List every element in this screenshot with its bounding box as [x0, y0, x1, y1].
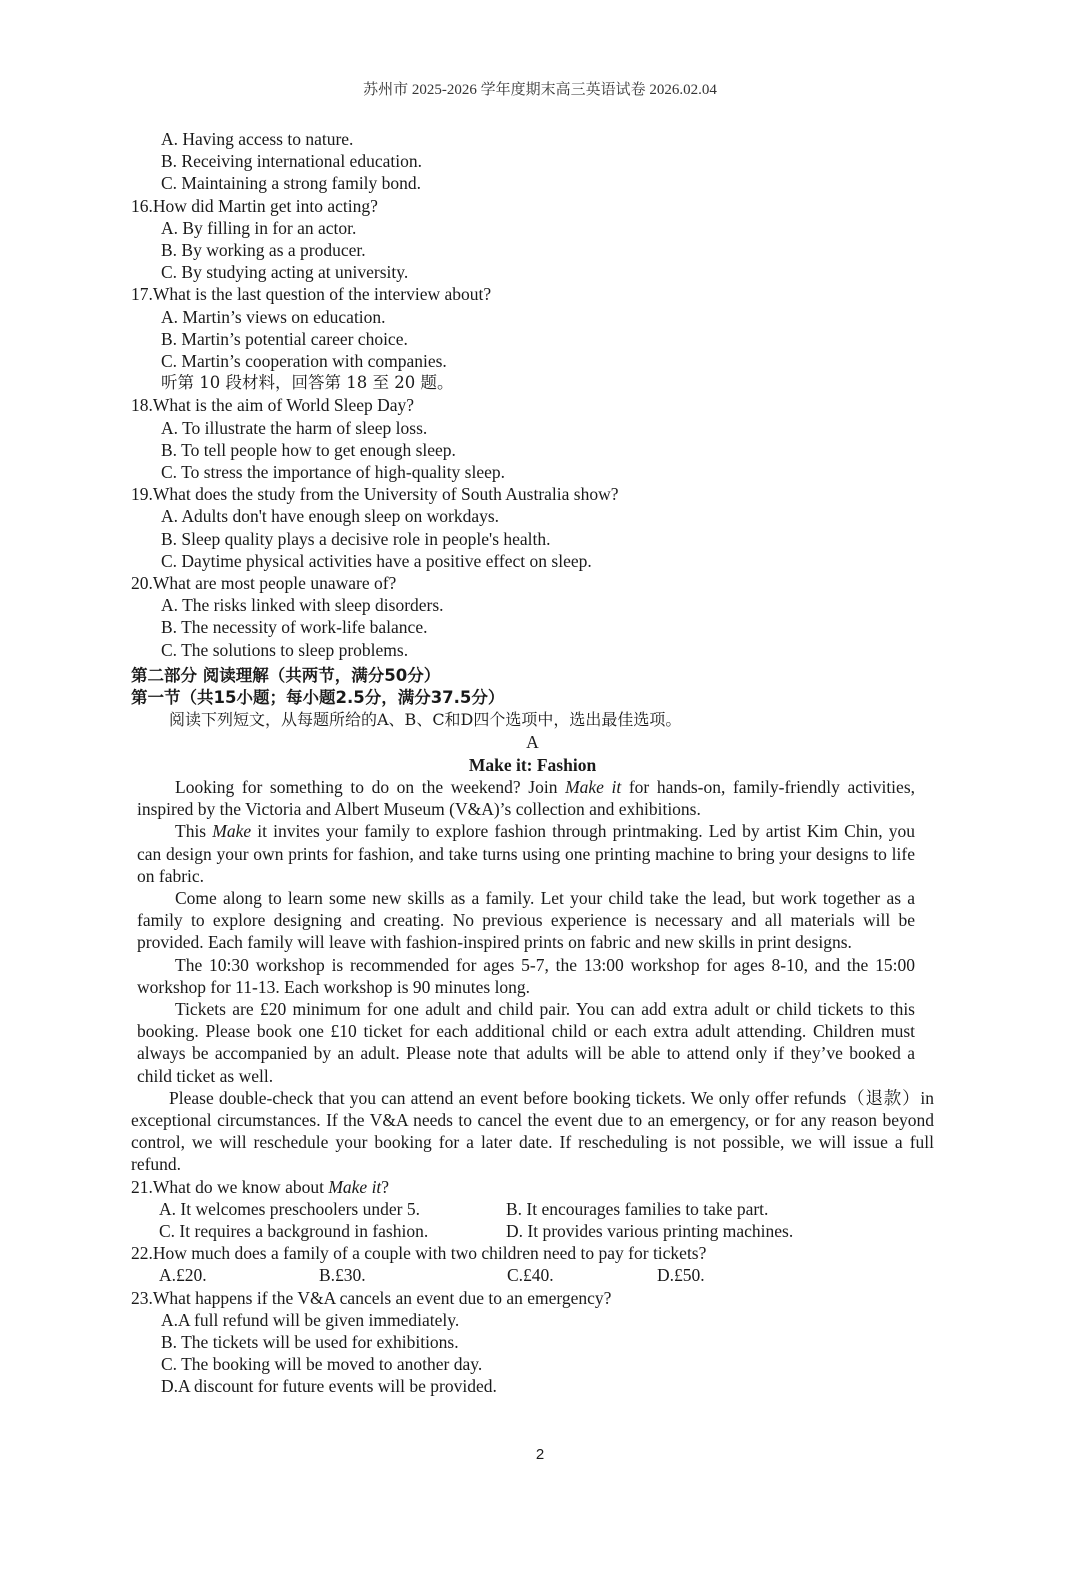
passage-paragraph-4: The 10:30 workshop is recommended for ages 5-7, the 13:00 workshop for ages 8-10, and the 15:00 workshop for 11-13. Each workshop is 90 minutes long.	[137, 954, 915, 997]
option: D.£50.	[657, 1265, 705, 1286]
option: A. Having access to nature.	[161, 129, 354, 149]
option: A. To illustrate the harm of sleep loss.	[161, 417, 428, 438]
option: A.A full refund will be given immediately.	[161, 1309, 460, 1330]
question-16	[131, 195, 934, 284]
option: A.£20.	[159, 1265, 207, 1286]
passage-paragraph-3: Come along to learn some new skills as a family. Let your child take the lead, but work together as a family to explore designing and creating. No previous experience is necessary and all materials will be provided. Each family will leave with fashion-inspired prints on fabric and new skills in print designs.	[137, 887, 915, 953]
listening-instruction: 听第 10 段材料，回答第 18 至 20 题。	[161, 373, 454, 393]
page-header: 苏州市 2025-2026 学年度期末高三英语试卷 2026.02.04	[363, 82, 717, 98]
q15-options	[131, 128, 934, 195]
option: C. It requires a background in fashion.	[159, 1220, 429, 1241]
passage-title: Make it: Fashion	[468, 754, 597, 775]
passage-paragraph-1: Looking for something to do on the weekend? Join Make it for hands-on, family-friendly activities, inspired by the Victoria and Albert Museum (V&A)’s collection and exhibitions.	[137, 776, 916, 820]
passage-label: A	[526, 732, 539, 753]
option: C.£40.	[507, 1265, 554, 1286]
option: B. It encourages families to take part.	[506, 1198, 769, 1219]
question-text: 18.What is the aim of World Sleep Day?	[131, 395, 415, 416]
option: D. It provides various printing machines.	[506, 1220, 794, 1241]
options-row	[131, 1220, 934, 1242]
page-number: 2	[535, 1446, 545, 1463]
option: C. To stress the importance of high-quality sleep.	[161, 462, 506, 483]
option: B. Sleep quality plays a decisive role in people's health.	[161, 528, 551, 549]
question-text: 17.What is the last question of the interview about?	[131, 284, 492, 305]
question-text: 23.What happens if the V&A cancels an event due to an emergency?	[131, 1287, 612, 1308]
question-20	[131, 572, 934, 661]
passage-paragraph-6: Please double-check that you can attend an event before booking tickets. We only offer refunds（退款）in exceptional circumstances. If the V&A needs to cancel the event due to an emergency, or for any reason beyond control, we will reschedule your booking for a later date. If rescheduling is not possible, we will issue a full refund.	[131, 1087, 934, 1175]
options-row	[131, 1198, 934, 1220]
option: B. To tell people how to get enough sleep.	[161, 439, 456, 460]
option: B. By working as a producer.	[161, 240, 366, 261]
passage-paragraph-2: This Make it invites your family to explore fashion through printmaking. Led by artist Kim Chin, you can design your own prints for fashion, and take turns using one printing machine to bring your designs to life on fabric.	[137, 821, 915, 886]
option: B. Receiving international education.	[161, 151, 422, 172]
passage-paragraph-5: Tickets are £20 minimum for one adult and child pair. You can add extra adult or child tickets to this booking. Please book one £10 ticket for each additional child or each extra adult attending. Children must always be accompanied by an adult. Please note that adults will be able to attend only if they’ve booked a child ticket as well.	[137, 998, 915, 1086]
options-row	[131, 1264, 934, 1286]
option: D.A discount for future events will be provided.	[161, 1376, 497, 1397]
option: A. The risks linked with sleep disorders.	[161, 595, 444, 616]
option: A. Martin’s views on education.	[161, 306, 386, 327]
question-21	[131, 1176, 934, 1243]
option: B. The necessity of work-life balance.	[161, 617, 428, 638]
option: A. Adults don't have enough sleep on workdays.	[161, 506, 500, 527]
question-17	[131, 283, 934, 372]
option: B.£30.	[319, 1265, 366, 1286]
option: C. Maintaining a strong family bond.	[161, 173, 422, 194]
option: C. The booking will be moved to another day.	[161, 1354, 483, 1375]
option: B. The tickets will be used for exhibitions.	[161, 1331, 459, 1352]
question-23	[131, 1287, 934, 1398]
option: B. Martin’s potential career choice.	[161, 328, 408, 349]
option: C. By studying acting at university.	[161, 262, 409, 283]
question-19	[131, 483, 934, 572]
part2-title: 第二部分 阅读理解（共两节，满分50分）	[131, 665, 441, 685]
question-text: 16.How did Martin get into acting?	[131, 195, 378, 216]
option: C. Daytime physical activities have a positive effect on sleep.	[161, 550, 592, 571]
page-content	[131, 128, 934, 1398]
question-text: 20.What are most people unaware of?	[131, 573, 397, 594]
option: C. Martin’s cooperation with companies.	[161, 351, 447, 372]
question-text: 22.How much does a family of a couple with two children need to pay for tickets?	[131, 1243, 707, 1264]
option: A. By filling in for an actor.	[161, 217, 357, 238]
section1-title: 第一节（共15小题；每小题2.5分，满分37.5分）	[131, 688, 505, 708]
reading-instruction: 阅读下列短文，从每题所给的A、B、C和D四个选项中，选出最佳选项。	[169, 710, 682, 730]
question-text: 19.What does the study from the University of South Australia show?	[131, 484, 619, 505]
question-18	[131, 394, 934, 483]
option: A. It welcomes preschoolers under 5.	[159, 1198, 420, 1219]
question-22	[131, 1242, 934, 1286]
question-text: 21.What do we know about Make it?	[131, 1176, 390, 1197]
option: C. The solutions to sleep problems.	[161, 639, 409, 660]
